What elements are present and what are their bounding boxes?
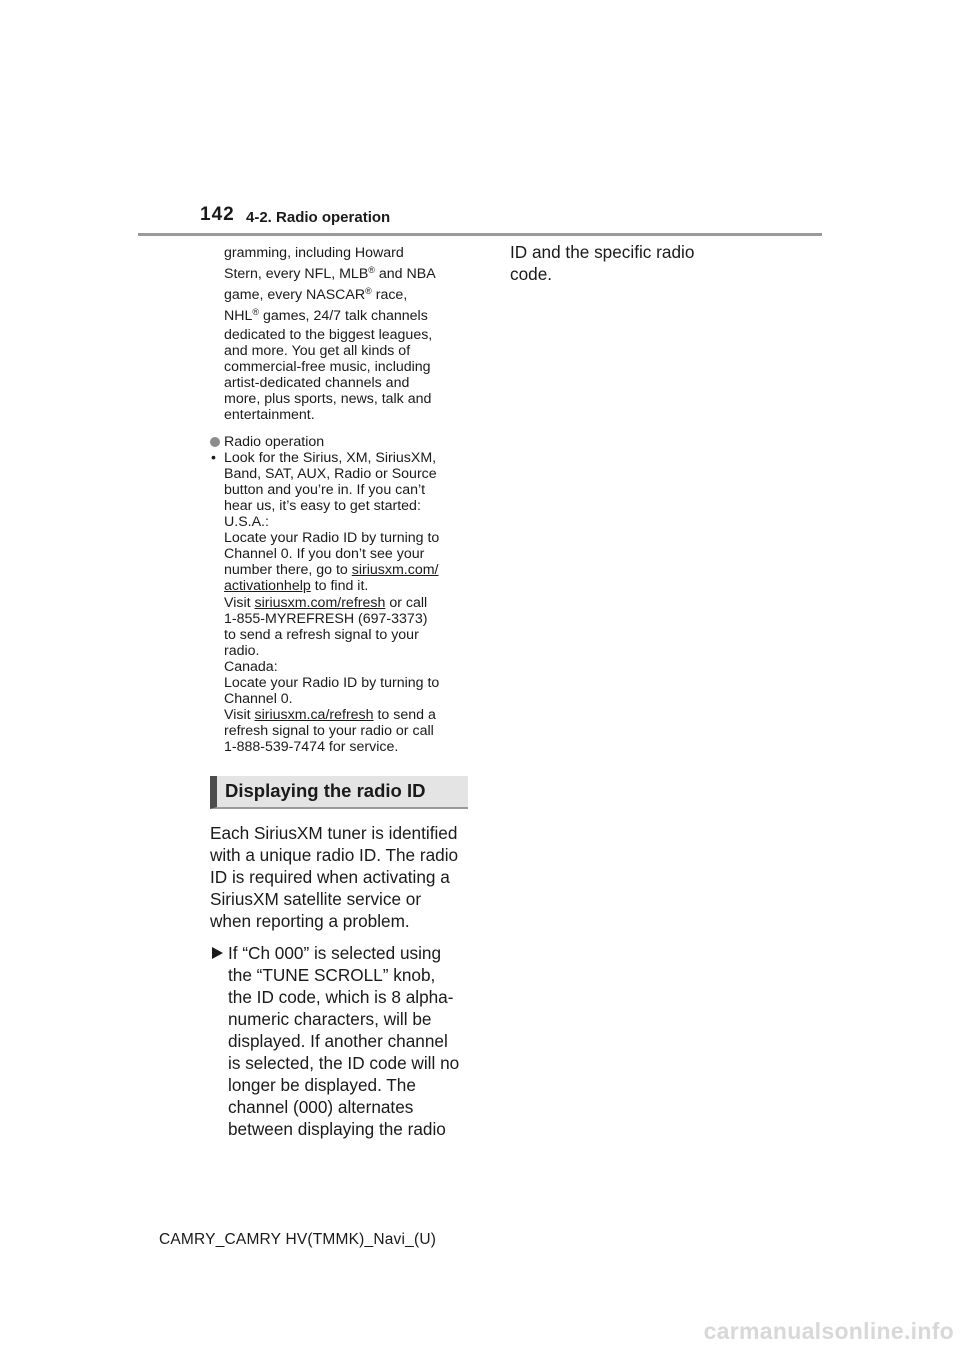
activation-help-link[interactable]: siriusxm.com/ [351,562,439,579]
intro-line: entertainment. [224,407,315,424]
registered-mark: ® [368,265,375,275]
detail-line: radio. [224,642,260,659]
bullet-line: numeric characters, will be [228,1009,432,1030]
paragraph-line: SiriusXM satellite service or [210,889,422,910]
refresh-link[interactable]: siriusxm.com/refresh [254,594,386,611]
intro-line: commercial-free music, including [224,359,431,376]
page-number: 142 [200,204,235,225]
paragraph-line: Each SiriusXM tuner is identified [210,823,458,844]
detail-line: Band, SAT, AUX, Radio or Source [224,465,437,482]
detail-line: Locate your Radio ID by turning to [224,674,440,691]
paragraph-line: ID and the specific radio [510,242,695,262]
detail-line: Locate your Radio ID by turning to [224,530,440,547]
detail-line: activationhelp to find it. [224,578,369,595]
bullet-line: between displaying the radio [228,1119,446,1140]
detail-line: U.S.A.: [224,514,269,531]
detail-line: hear us, it’s easy to get started: [224,497,421,514]
displaying-radio-id-heading: Displaying the radio ID [210,776,468,809]
detail-line: Canada: [224,658,278,675]
bullet-line: the “TUNE SCROLL” knob, [228,965,436,986]
bullet-line: displayed. If another channel [228,1031,448,1052]
detail-line: Visit siriusxm.com/refresh or call [224,594,428,611]
paragraph-line: code. [510,264,553,284]
detail-line: number there, go to siriusxm.com/ [224,562,439,579]
bullet-line: If “Ch 000” is selected using [228,943,442,964]
watermark: carmanualsonline.info [703,1318,954,1344]
section-title: 4-2. Radio operation [246,209,391,226]
detail-line: to send a refresh signal to your [224,626,419,643]
detail-line: Channel 0. [224,691,293,708]
detail-line: 1-888-539-7474 for service. [224,739,399,756]
bullet-line: channel (000) alternates [228,1097,414,1118]
intro-line: Stern, every NFL, MLB® and NBA [224,265,436,282]
registered-mark: ® [365,286,372,296]
radio-id-paragraph [210,822,472,932]
left-column [210,243,472,1140]
bullet-line: longer be displayed. The [228,1075,416,1096]
paragraph-line: when reporting a problem. [210,911,410,932]
intro-line: and more. You get all kinds of [224,343,411,360]
dot-bullet-icon: • [211,449,216,466]
intro-line: gramming, including Howard [224,245,404,261]
bullet-line: is selected, the ID code will no [228,1053,460,1074]
detail-line: Visit siriusxm.ca/refresh to send a [224,707,436,724]
triangle-bullet-icon [212,947,223,959]
radio-operation-title: Radio operation [224,433,325,450]
intro-line: dedicated to the biggest leagues, [224,327,433,343]
detail-line: button and you’re in. If you can’t [224,481,426,498]
circle-bullet-icon [210,437,220,447]
footer-model-code: CAMRY_CAMRY HV(TMMK)_Navi_(U) [159,1231,437,1248]
radio-operation-detail [208,450,472,756]
intro-line: artist-dedicated channels and [224,375,410,392]
paragraph-line: with a unique radio ID. The radio [210,845,459,866]
detail-line: Look for the Sirius, XM, SiriusXM, [224,449,437,466]
paragraph-line: ID is required when activating a [210,867,450,888]
detail-line: refresh signal to your radio or call [224,723,434,740]
ch000-bullet-item [210,942,472,1140]
intro-paragraph [210,243,472,424]
radio-operation-item [210,434,472,450]
registered-mark: ® [252,307,260,317]
intro-line: more, plus sports, news, talk and [224,391,432,408]
header-divider [138,233,822,236]
intro-line: NHL® games, 24/7 talk channels [224,307,428,324]
canada-refresh-link[interactable]: siriusxm.ca/refresh [254,707,374,724]
detail-line: 1-855-MYREFRESH (697-3373) [224,610,428,627]
activation-help-link-continued[interactable]: activationhelp [224,578,311,595]
continued-paragraph [510,241,780,285]
intro-line: game, every NASCAR® race, [224,286,408,303]
bullet-line: the ID code, which is 8 alpha- [228,987,454,1008]
right-column [510,241,780,285]
detail-line: Channel 0. If you don’t see your [224,546,425,563]
